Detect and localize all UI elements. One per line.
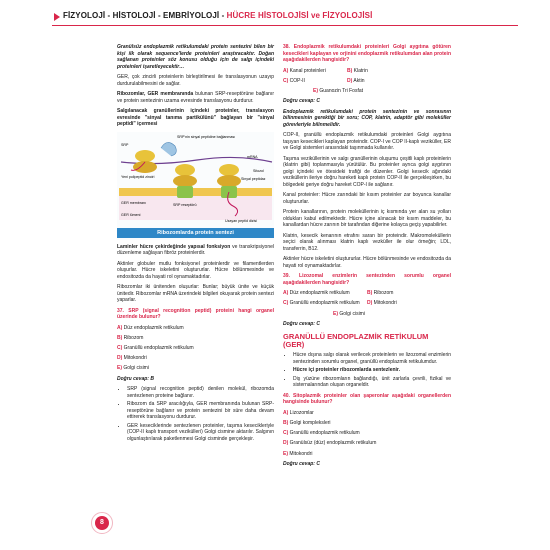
question-37-options [117, 325, 274, 372]
page-header [52, 10, 518, 24]
option-item [397, 68, 437, 74]
option-item: C) Granüllü endoplazmik retikulum [283, 430, 360, 437]
header-title: FİZYOLOJİ - HİSTOLOJİ - EMBRİYOLOJİ - HÜCRE HİSTOLOJİSİ ve FİZYOLOJİSİ [63, 11, 373, 20]
ribosome-diagram [117, 132, 274, 228]
paragraph: Protein kanallarının, protein moleküllerinin iç kısmında yer alan su yolları oldukları kabul edilmektedir. Hücre içine alınacak bir kısım maddeler, bu kanallardan hücre zarının bir tarafından diğerine kolayca geçiş yapabilirler. [283, 209, 451, 229]
option-item: C) Granüllü endoplazmik retikulum [283, 300, 360, 307]
paragraph: Salgılanacak granüllerinin içindeki proteinler, translasyon evresinde "sinyal tanıma partikülünü" bağlayan bir "sinyal peptidi" içermesi [117, 108, 274, 127]
option-item: D) Mitokondri [367, 300, 397, 307]
list-item: • SRP (signal recognition peptid) denilen molekül, ribozomda sentezlenen proteine bağlanır. [127, 386, 274, 399]
list-item: • GER keseciklerinde sentezlenen proteinler, taşıma kesecikleriyle (COP-II kaplı transport vezikülleri) Golgi cismine aktarılır. Salgının olgunlaştırılarak paketlenmesi Golgi cisminde gerçekleşir. [127, 423, 274, 443]
list-item: • Hücre içi proteinler ribozomlarda sentezlenir. [293, 367, 451, 374]
paragraph: Klatrin, kesecik kenarının etrafını saran bir proteindir. Makromoleküllerin seçici olarak alınması klatrin kaplı vezküller ile olur örneğin; LDL, transferrin, B12. [283, 232, 451, 252]
protein-synthesis-figure [117, 132, 274, 240]
paragraph: Laminler hücre çekirdeğinde yapısal fonksiyon ve transkripsiyonel düzenleme sağlayan fibröz proteinlerdir. [117, 243, 274, 256]
option-item: A) Düz endoplazmik retikulum [283, 290, 350, 297]
question-40: 40. Sitoplazmik proteinler olan şaperonlar aşağıdaki organellerden hangisinde bulunur? [283, 392, 451, 406]
label-srp: SRP [121, 142, 129, 147]
label-mrna: mRNA [247, 154, 258, 159]
left-column [117, 44, 274, 446]
option-item: D) Mitokondri [117, 355, 147, 362]
answer-38: Doğru cevap: C [283, 98, 320, 105]
list-item: • Diş yüzüne ribozomların bağlandığı, ünit zarlarla çevrili, fizikal ve sisternalarından oluşan organeldir. [293, 376, 451, 389]
label-srp-bind: SRP'nin sinyal peptidine bağlanması [177, 134, 236, 139]
option-item: B) Ribozom [367, 290, 394, 297]
ger-lumen [119, 196, 272, 220]
option-item: B) Klatrin [347, 67, 368, 74]
option-item: D) Aktin [347, 77, 365, 84]
paragraph: Ribozomlar iki ünitenden oluşurlar: Bunlar; büyük ünite ve küçük ünitedir. Ribozomlar mRNA üzerindeki bilgileri okuyarak protein sentezi yaparlar. [117, 284, 274, 303]
option-item: E) Mitokondri [283, 450, 313, 457]
list-item: • Ribozom da SRP aracılığıyla, GER membranında bulunan SRP-reseptörüne bağlanır ve protein sentezini bir süre daha devam ettirerek translasyonu durdurur. [127, 401, 274, 421]
paragraph: Ribozomlar, GER membranında bulunan SRP-reseptörüne bağlanır ve protein sentezinin uzama evresinde translasyonu durdurur. [117, 91, 274, 104]
paragraph: Aktinler hücre iskeletini oluştururlar. Hücre bölünmesinde ve endositozda da hayati rol oynamaktadırlar. [283, 256, 451, 269]
option-item: B) Ribozom [117, 334, 144, 341]
option-item: A) Kanal proteinleri [283, 67, 326, 74]
label-soluble-protein: Uzayan peptid dizisi [225, 218, 257, 223]
paragraph: Taşıma veziküllerinin ve salgı granüllerinin oluşumu çeşitli kaplı proteinlerin (klatrin gibi) toplanmasıyla yürütülür. Bu proteinler ayrıca golgi aygıtının golgi içindeki ve ötesideki trafiği de düzenler. Golgi kesecik ağındaki veziküllerin ileriye doğru hareketi kaplı protein COP-II ile gerçekleşirken, bu bölgedeki geriye doğru hareket COP-I ile sağlanır. [283, 155, 451, 188]
option-item: E) Golgi cisimi [117, 365, 149, 372]
ribosome-2 [173, 164, 197, 187]
list-item: • Hücre dışına salgı olarak verilecek proteinlerin ve lizozomal enzimlerin sentezinden sorumlu organel, granüllü endoplazmik retikulumdur. [293, 352, 451, 365]
paragraph: COP-II, granüllü endoplazmik retikulumdaki proteinleri Golgi aygıtına taşıyan kesecikleri kaplayan proteindir. COP-I ve COP II-kaplı veziküller, ER ve Golgi sistemleri arasındaki taşınmada kullanılır. [283, 132, 451, 152]
option-item [417, 290, 457, 296]
label-polypeptide: Yeni polipeptid zinciri [121, 174, 155, 179]
option-item: E) Golgi cisimi [333, 310, 365, 317]
ger-membrane [119, 188, 272, 196]
option-item: A) Düz endoplazmik retikulum [117, 324, 184, 331]
right-column [283, 44, 451, 471]
question-39-options [283, 290, 451, 310]
srp-particle [161, 142, 176, 156]
figure-caption: Ribozomlarda protein sentezi [117, 228, 274, 238]
answer-37: Doğru cevap: B [117, 375, 154, 382]
question-40-options [283, 410, 451, 457]
srp-receptor [177, 186, 193, 198]
option-item [417, 300, 457, 306]
option-item: A) Lizozomlar [283, 409, 314, 416]
answer-40: Doğru cevap: C [283, 460, 320, 467]
label-lumen: GER lümeni [121, 212, 141, 217]
paragraph: GER, çok zincirli proteinlerin birleştirilmesi ile translasyonun uzayıp durdurulabilmesini de sağlar. [117, 74, 274, 87]
header-rule [52, 25, 518, 26]
label-cytosol: Sitozol [253, 168, 264, 173]
question-38-options [283, 68, 451, 88]
option-item: C) Granüllü endoplazmik retikulum [117, 344, 194, 351]
paragraph: Endoplazmik retikulumdaki protein sentezinin ve sonrasının bilinmesinin gerektiği bir soru; COP, klatrin, adaptör gibi moleküller görevleriyle bilinmelidir. [283, 108, 451, 128]
label-srp-receptor: SRP reseptörü [173, 202, 197, 207]
option-item: E) Guanozin Tri Fosfat [313, 87, 364, 94]
paragraph: Aktinler globuler mutlu fonksiyonel proteinlerdir ve filamentlerden oluşurlar. Hücre iskeletini oluştururlar. Hücre bölünmesinde ve endositozda da hayati rol oynamaktadırlar. [117, 260, 274, 280]
arrow-icon [54, 13, 60, 21]
question-38: 38. Endoplazmik retikulumdaki proteinleri Golgi aygıtına götüren kesecikleri kaplayan ve orjinini endoplazmik retikulumdan alan protein aşağıdakilerden hangisidir? [283, 44, 451, 63]
option-item: C) COP-II [283, 77, 305, 84]
answer-39: Doğru cevap: C [283, 320, 320, 327]
question-37: 37. SRP (signal recognition peptid) proteini hangi organel üzerinde bulunur? [117, 307, 275, 320]
label-ger-membrane: GER membranı [121, 200, 146, 205]
bullet-list [117, 386, 274, 442]
option-item: D) Granülsüz (düz) endoplazmik retikulum [283, 440, 377, 447]
page-number: 8 [95, 516, 109, 530]
bullet-list [283, 352, 451, 389]
question-39: 39. Lizozomal enzimlerin sentezinden sorumlu organel aşağıdakilerden hangisidir? [283, 273, 451, 286]
section-title: GRANÜLLÜ ENDOPLAZMİK RETİKULUM (GER) [283, 332, 429, 350]
paragraph: Kanal proteinler: Hücre zarındaki bir kısım proteinler zar boyunca kanallar oluştururlar. [283, 192, 451, 205]
intro-paragraph: Granülsüz endoplazmik retikulumdaki protein sentezini bilen bir kişi ilk olarak sequence'lerde proteinleri araştıracaktır. Doğan sağlanan proteinler söz konusu olduğu için de salgı içindeki proteinleri işaretleyecektir… [117, 44, 274, 70]
ribosome-3 [217, 164, 241, 187]
option-item: B) Golgi kompleksleri [283, 419, 331, 426]
label-signal-peptidase: Sinyal peptidaz [241, 176, 266, 181]
option-item [397, 78, 437, 84]
